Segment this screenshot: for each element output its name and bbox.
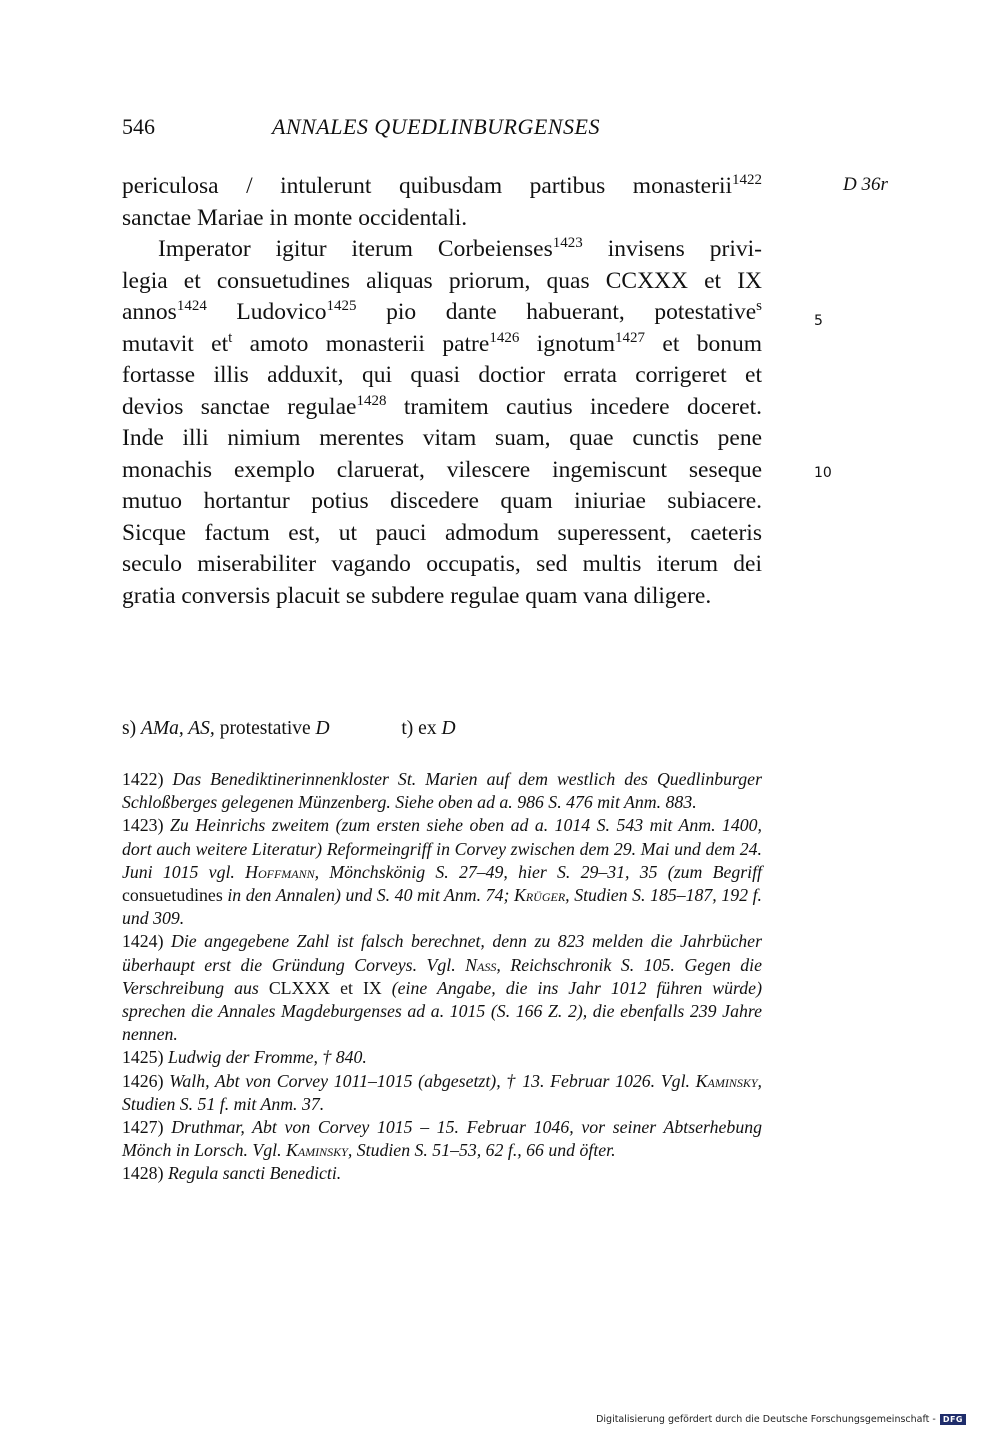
footnote-text: Walh, Abt von Corvey 1011–1015 (abgesetzt), † 13. Februar 1026. Vgl. xyxy=(169,1070,696,1091)
body-line: sanctae Mariae in monte occidentali. xyxy=(122,204,468,231)
author-name: Kaminsky xyxy=(285,1140,348,1161)
footnote-marker: 1428 xyxy=(356,392,387,409)
footnote-text: Regula sancti Benedicti. xyxy=(167,1163,342,1184)
footnote-marker: s xyxy=(756,298,762,314)
author-name: Krüger xyxy=(513,885,566,906)
author-name: Nass xyxy=(465,954,497,975)
body-line: seculo miserabiliter vagando occupatis, sed multis iterum dei xyxy=(122,551,762,577)
footnote-entry xyxy=(122,768,762,814)
footnote-number: 1423) xyxy=(122,815,170,836)
footnote-text: Die angegebene Zahl ist falsch berechnet, denn zu 823 melden die Jahrbücher überhaupt erst die Gründung Corveys. Vgl. xyxy=(122,931,762,975)
author-name: Hoffmann xyxy=(245,861,315,882)
footnote-number: 1422) xyxy=(122,769,173,789)
footnote-text: Das Benediktinerinnenkloster St. Marien auf dem westlich des Quedlinburger Schloßberges gelegenen Münzenberg. Siehe oben ad a. 986 S. 476 mit Anm. 883. xyxy=(122,769,762,813)
author-name: Kaminsky xyxy=(695,1070,758,1091)
footnote-entry xyxy=(122,930,762,1046)
quoted-term: consuetudines xyxy=(122,885,223,906)
apparatus-t-label: t) xyxy=(401,718,414,739)
body-line: gratia conversis placuit se subdere regulae quam vana diligere. xyxy=(122,582,712,609)
footer-text: Digitalisierung gefördert durch die Deutsche Forschungsgemeinschaft - xyxy=(596,1414,936,1425)
footnote-marker: 1427 xyxy=(615,329,646,346)
apparatus-s-ms: D xyxy=(315,718,330,739)
apparatus-s-sigla: AMa, AS, xyxy=(140,718,215,739)
apparatus-s-reading: protestative xyxy=(219,718,311,739)
footnote-marker: t xyxy=(228,329,233,346)
footnote-entry xyxy=(122,814,762,930)
footnotes xyxy=(122,768,762,1186)
footnote-number: 1426) xyxy=(122,1070,170,1091)
footnote-entry xyxy=(122,1162,762,1185)
footnote-number: 1428) xyxy=(122,1163,168,1184)
footnote-text: , Mönchskönig S. 27–49, hier S. 29–31, 35 (zum Begriff xyxy=(314,861,762,882)
body-line: mutavit et$^t$ amoto monasterii patre$^{1426}$ ignotum$^{1427}$ et bonum xyxy=(122,329,763,357)
footnote-marker: 1426 xyxy=(489,329,520,346)
body-line: annos$^{1424}$ Ludovico$^{1425}$ pio dante habuerant, potestative$^s$ xyxy=(122,298,762,325)
body-line: devios sanctae regulae$^{1428}$ tramitem cautius incedere doceret. xyxy=(122,392,762,420)
body-line: Imperator igitur iterum Corbeienses$^{1423}$ invisens privi- xyxy=(158,235,762,262)
footnote-number: 1427) xyxy=(122,1117,172,1138)
footnote-text: , Reichschronik S. 105. Gegen die Verschreibung aus xyxy=(122,954,762,998)
running-title: ANNALES QUEDLINBURGENSES xyxy=(272,114,600,139)
footnote-text: Ludwig der Fromme, † 840. xyxy=(167,1047,367,1068)
footnote-text: Zu Heinrichs zweitem (zum ersten siehe oben ad a. 1014 S. 543 mit Anm. 1400, dort auch weitere Literatur) Reformeingriff in Corvey zwischen dem 29. Mai und dem 24. Juni 1015 vgl. xyxy=(122,815,763,882)
critical-apparatus xyxy=(122,718,456,740)
footnote-entry xyxy=(122,1116,762,1162)
footnote-text: in den Annalen) und S. 40 mit Anm. 74; xyxy=(222,885,514,906)
footnote-entry xyxy=(122,1046,762,1069)
apparatus-t-reading: ex xyxy=(418,718,437,739)
body-line: Sicque factum est, ut pauci admodum superessent, caeteris xyxy=(122,519,762,546)
footnote-marker: 1425 xyxy=(326,298,357,314)
footnote-number: 1425) xyxy=(122,1047,168,1068)
footnote-text: , Studien S. 51 f. mit Anm. 37. xyxy=(122,1070,762,1114)
footnote-number: 1424) xyxy=(122,931,171,952)
body-line: Inde illi nimium merentes vitam suam, quae cunctis pene xyxy=(122,425,762,451)
quoted-term: CLXXX et IX xyxy=(268,977,382,998)
footnote-text: , Studien S. 51–53, 62 f., 66 und öfter. xyxy=(347,1140,616,1161)
footnote-marker: 1422 xyxy=(732,172,762,188)
body-line: fortasse illis adduxit, qui quasi doctior errata corrigeret et xyxy=(122,362,762,388)
footnote-entry xyxy=(122,1070,762,1116)
body-line: legia et consuetudines aliquas priorum, quas CCXXX et IX xyxy=(122,267,762,294)
folio-margin-note: D 36r xyxy=(843,174,888,195)
body-line: mutuo hortantur potius discedere quam iniuriae subiacere. xyxy=(122,488,762,514)
line-number-10: 10 xyxy=(814,465,832,481)
footnote-marker: 1423 xyxy=(552,235,583,251)
footnote-text: Druthmar, Abt von Corvey 1015 – 15. Februar 1046, vor seiner Abtserhebung Mönch in Lorsch. Vgl. xyxy=(122,1117,762,1161)
apparatus-t-ms: D xyxy=(441,718,456,739)
dfg-logo: DFG xyxy=(940,1414,966,1425)
line-number-5: 5 xyxy=(814,313,823,329)
apparatus-s-label: s) xyxy=(122,718,137,739)
footnote-text: (eine Angabe, die ins Jahr 1012 führen würde) sprechen die Annales Magdeburgenses ad a. 1015 (S. 166 Z. 2), die ebenfalls 239 Jahre nennen. xyxy=(122,977,762,1045)
body-text xyxy=(122,171,762,612)
footnote-text: , Studien S. 185–187, 192 f. und 309. xyxy=(122,885,762,929)
page-number: 546 xyxy=(122,114,155,139)
body-line: periculosa / intulerunt quibusdam partibus monasterii$^{1422}$ xyxy=(122,172,762,199)
body-line: monachis exemplo claruerat, vilescere ingemiscunt seseque xyxy=(122,456,762,483)
footer-credit xyxy=(596,1414,966,1425)
footnote-marker: 1424 xyxy=(176,298,207,314)
